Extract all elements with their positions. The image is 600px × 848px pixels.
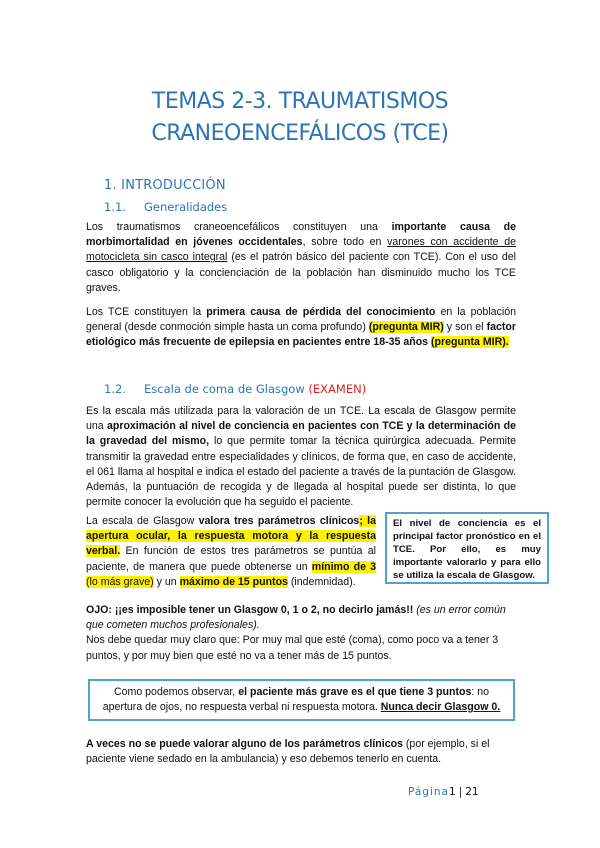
- subsection-label: Escala de coma de Glasgow: [144, 382, 305, 396]
- paragraph-ojo: [86, 603, 516, 664]
- bold-warning: OJO: ¡¡es imposible tener un Glasgow 0, 1 o 2, no decirlo jamás!!: [86, 604, 414, 616]
- text-run: y un: [153, 575, 180, 588]
- highlight-pregunta-mir: (pregunta MIR).: [431, 336, 509, 349]
- underlined-text: varones con accidente de motocicleta sin casco integral: [86, 236, 516, 264]
- text-run: (es el patrón básico del paciente con TCE). Con el uso del casco obligatorio y la concienciación de la población han disminuido mucho los TCE graves.: [86, 251, 517, 294]
- text-run: En función de estos tres parámetros se puntúa al paciente, de manera que puede obtenerse un: [86, 545, 376, 573]
- section-number: 1.: [104, 178, 117, 193]
- section-heading-introduccion: [104, 178, 226, 193]
- text-run: Los TCE constituyen la: [86, 306, 207, 318]
- highlight-parametros: ; la apertura ocular, la respuesta motora y la respuesta verbal.: [86, 515, 376, 558]
- subsection-label: Generalidades: [144, 200, 228, 214]
- highlight-text: (lo más grave): [86, 575, 154, 588]
- bold-text: factor etiológico más frecuente de epilepsia en pacientes entre 18-35 años: [86, 321, 516, 349]
- text-run: La escala de Glasgow: [86, 515, 199, 527]
- highlight-maximo: máximo de 15 puntos: [179, 575, 288, 588]
- bold-text: aproximación al nivel de conciencia en pacientes con TCE y la determinación de la gravedad del mismo,: [86, 420, 516, 448]
- bold-text: importante causa de morbimortalidad en jóvenes occidentales: [86, 221, 516, 249]
- text-run: lo que permite tomar la técnica quirúrgica adecuada. Permite transmitir la gravedad entre especialidades y clínicos, de forma que, en caso de accidente, el 061 llama al hospital e indica el estado del paciente a través de la puntación de Glasgow. Además, la puntuación de recogida y de llegada al hospital puede ser distinta, lo que permite conocer la evolución que ha seguido el paciente.: [86, 435, 516, 509]
- text-run: : no apertura de ojos, no respuesta verbal ni respuesta motora.: [102, 686, 490, 713]
- page-title-line-1: TEMAS 2-3. TRAUMATISMOS: [151, 89, 449, 114]
- callout-box: [88, 679, 515, 721]
- bold-text: el paciente más grave es el que tiene 3 puntos: [238, 686, 472, 698]
- text-run: , sobre todo en: [302, 236, 388, 249]
- exam-tag: (EXAMEN): [308, 382, 367, 396]
- subsection-heading-generalidades: [104, 200, 227, 214]
- subsection-number: 1.1.: [104, 200, 126, 214]
- footer-separator: |: [458, 786, 463, 798]
- paragraph-generalidades: [86, 220, 516, 296]
- italic-text: (es un error común que cometen muchos profesionales).: [86, 604, 506, 632]
- text-run: en la población general (desde conmoción simple hasta un coma profundo): [86, 306, 517, 334]
- highlight-minimo: mínimo de 3: [311, 560, 376, 573]
- text-run: (por ejemplo, si el paciente viene sedado en la ambulancia) y eso debemos tenerlo en cuenta.: [86, 738, 490, 766]
- page-title: [60, 86, 540, 150]
- footer-page-total: 21: [465, 786, 479, 798]
- text-run: Los traumatismos craneoencefálicos constituyen una: [86, 221, 392, 233]
- bold-text: valora tres parámetros clínicos: [198, 515, 360, 527]
- text-run: Nos debe quedar muy claro que: Por muy mal que esté (coma), como poco va a tener 3 puntos, y por muy bien que esté no va a tener más de 15 puntos.: [86, 634, 499, 662]
- footer-label: Página: [408, 786, 449, 798]
- footer-page-number: 1: [448, 786, 456, 798]
- bold-text: primera causa de pérdida del conocimiento: [206, 306, 436, 318]
- underlined-bold-text: Nunca decir Glasgow 0.: [380, 701, 501, 713]
- text-run: (indemnidad).: [287, 575, 356, 588]
- paragraph-escala-glasgow: [86, 404, 516, 510]
- subsection-number: 1.2.: [104, 382, 126, 396]
- paragraph-causa-perdida-conocimiento: [86, 305, 516, 351]
- bold-text: A veces no se puede valorar alguno de los parámetros clínicos: [86, 738, 403, 750]
- text-run: Es la escala más utilizada para la valoración de un TCE. La escala de Glasgow permite una: [86, 405, 516, 433]
- paragraph-parametros-clinicos: [86, 514, 376, 590]
- section-label: INTRODUCCIÓN: [121, 178, 226, 193]
- side-note-box: El nivel de conciencia es el principal factor pronóstico en el TCE. Por ello, es muy importante valorarlo y para ello se utiliza la escala de Glasgow.: [385, 512, 549, 584]
- paragraph-valoracion-parametros: [86, 737, 516, 767]
- subsection-heading-glasgow: [104, 382, 366, 396]
- page-title-line-2: CRANEOENCEFÁLICOS (TCE): [151, 121, 449, 146]
- text-run: y son el: [443, 321, 487, 334]
- highlight-pregunta-mir: (pregunta MIR): [368, 321, 444, 334]
- text-run: Como podemos observar,: [113, 686, 239, 698]
- page-footer: [408, 786, 479, 798]
